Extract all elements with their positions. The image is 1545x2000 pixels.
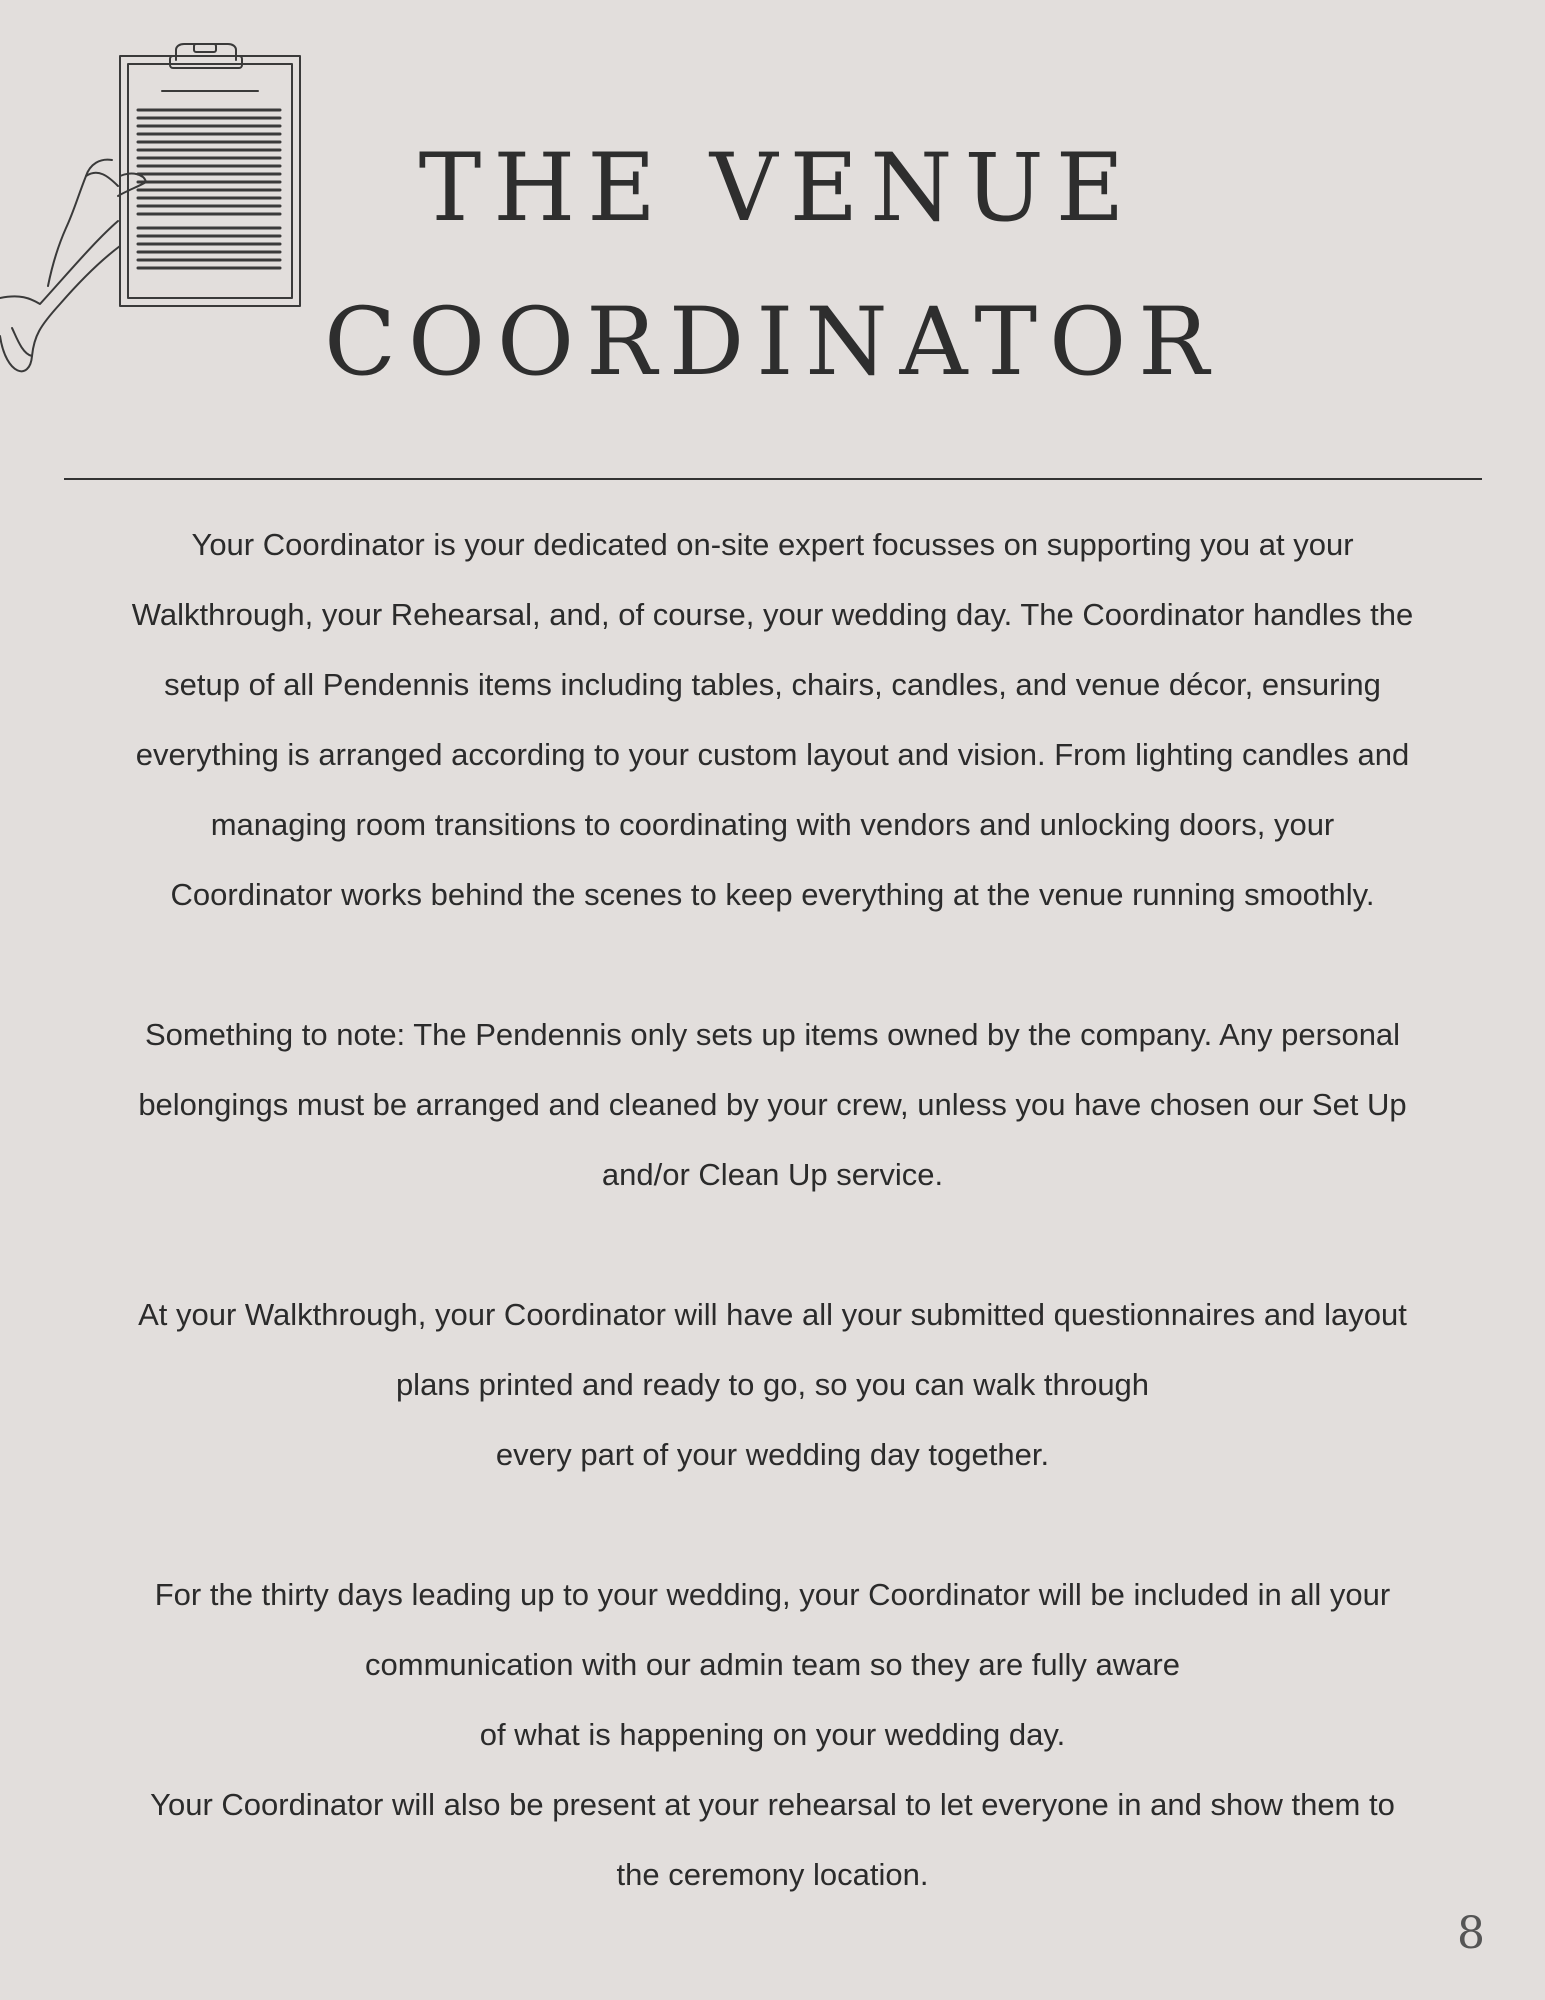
text-line: Your Coordinator is your dedicated on-site expert focusses on supporting you at your xyxy=(191,527,1354,562)
page-title-line-1: THE VENUE xyxy=(418,134,1137,243)
paragraph-note xyxy=(80,1000,1465,1210)
page-title-line-2: COORDINATOR xyxy=(324,288,1221,397)
text-line: Something to note: The Pendennis only sets up items owned by the company. Any personal xyxy=(144,1017,1401,1052)
title-divider xyxy=(64,478,1482,480)
page-number: 8 xyxy=(1457,1908,1485,1959)
text-line: the ceremony location. xyxy=(616,1857,929,1892)
text-line: setup of all Pendennis items including tables, chairs, candles, and venue décor, ensuring xyxy=(164,667,1381,702)
text-line: and/or Clean Up service. xyxy=(601,1157,944,1192)
text-line: At your Walkthrough, your Coordinator will have all your submitted questionnaires and layout xyxy=(138,1297,1407,1332)
text-line: of what is happening on your wedding day. xyxy=(479,1717,1066,1752)
text-line: Coordinator works behind the scenes to keep everything at the venue running smoothly. xyxy=(170,877,1375,912)
text-line: communication with our admin team so they are fully aware xyxy=(365,1647,1180,1682)
text-line: managing room transitions to coordinating with vendors and unlocking doors, your xyxy=(210,807,1335,842)
text-line: everything is arranged according to your custom layout and vision. From lighting candles and xyxy=(135,737,1410,772)
paragraph-walkthrough xyxy=(80,1280,1465,1490)
text-line: belongings must be arranged and cleaned by your crew, unless you have chosen our Set Up xyxy=(138,1087,1407,1122)
text-line: Your Coordinator will also be present at your rehearsal to let everyone in and show them to xyxy=(150,1787,1395,1822)
text-line: plans printed and ready to go, so you can walk through xyxy=(395,1367,1150,1402)
paragraph-thirty-days xyxy=(80,1560,1465,1910)
text-line: Walkthrough, your Rehearsal, and, of course, your wedding day. The Coordinator handles the xyxy=(131,597,1414,632)
text-line: For the thirty days leading up to your wedding, your Coordinator will be included in all your xyxy=(154,1577,1391,1612)
paragraph-intro xyxy=(80,510,1465,930)
body-text xyxy=(80,510,1465,1910)
text-line: every part of your wedding day together. xyxy=(495,1437,1050,1472)
